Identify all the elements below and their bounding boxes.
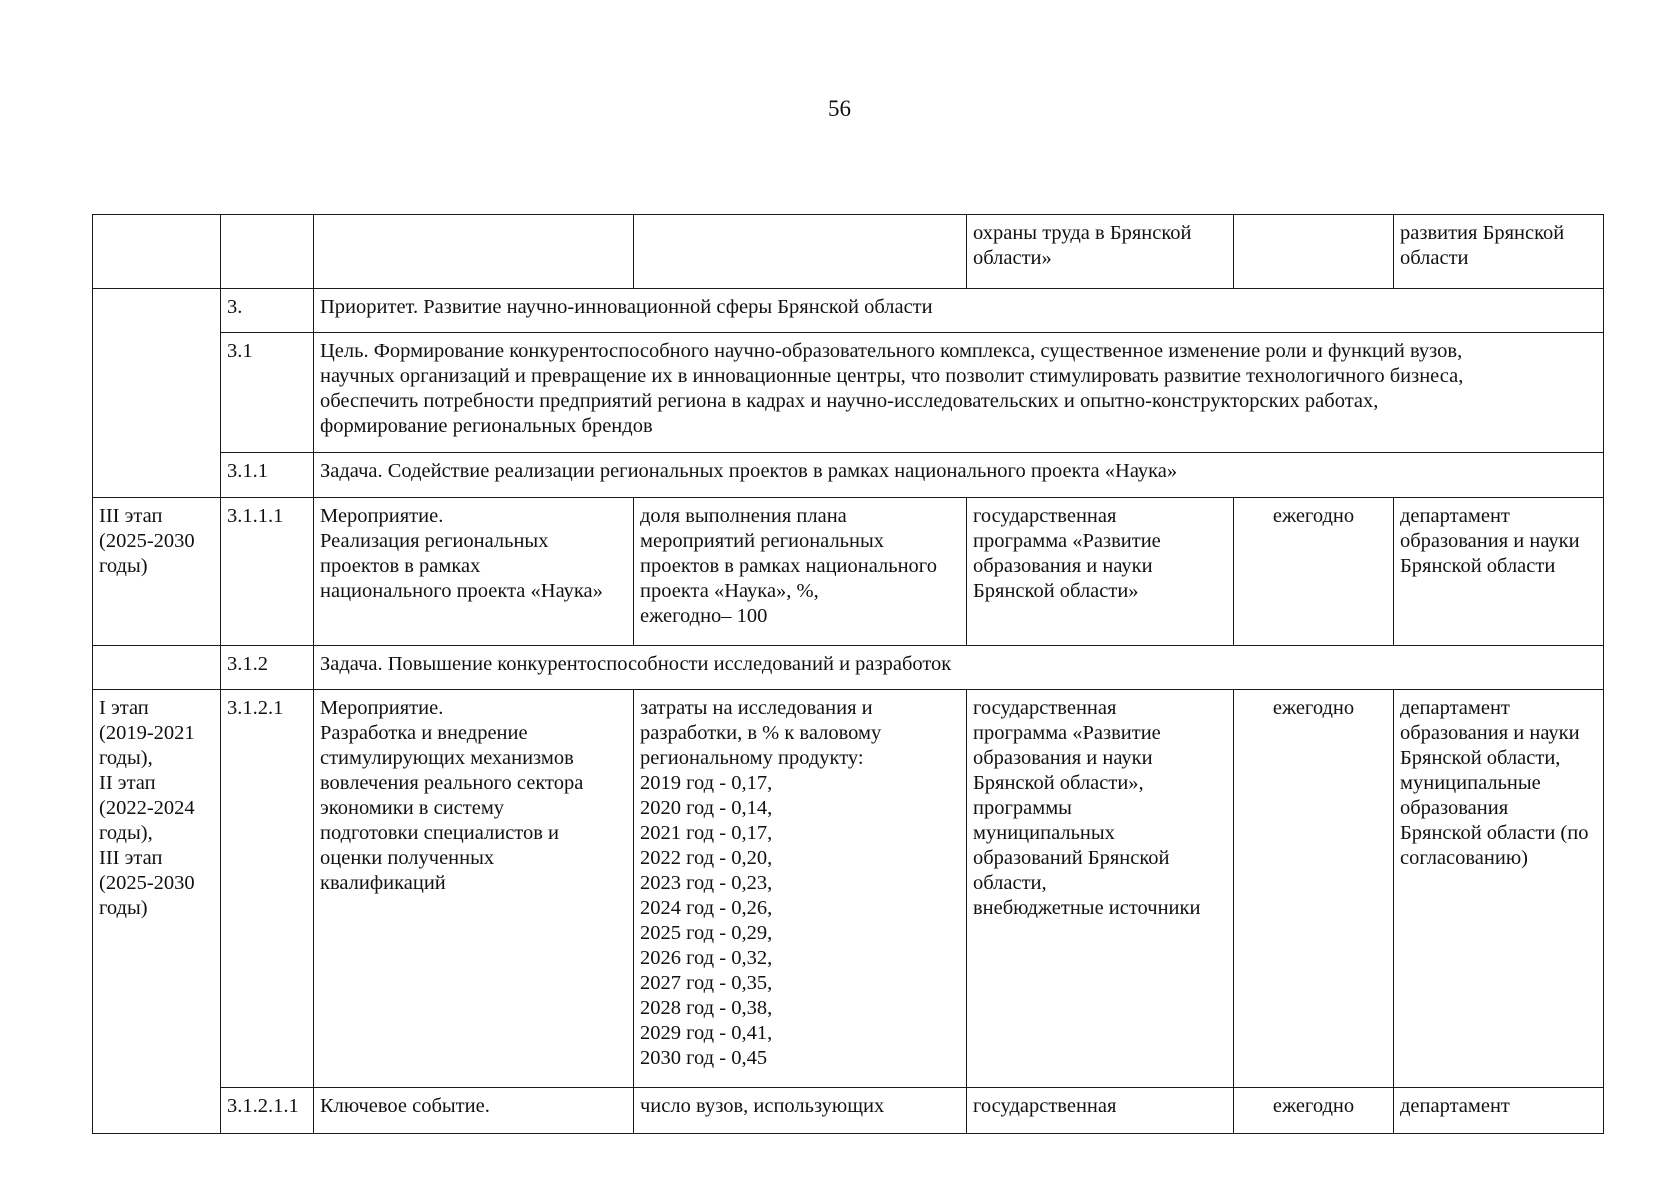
number-cell: 3.1.2.1.1 xyxy=(221,1088,314,1134)
table-row xyxy=(93,453,1604,498)
program-cell: государственная программа «Развитие образования и науки Брянской области» xyxy=(967,498,1234,646)
activity-cell: Мероприятие. Реализация региональных проектов в рамках национального проекта «Наука» xyxy=(314,498,634,646)
number-cell: 3. xyxy=(221,289,314,333)
table-row xyxy=(93,498,1604,646)
stage-cell: III этап (2025-2030 годы) xyxy=(93,498,221,646)
period-cell: ежегодно xyxy=(1234,498,1394,646)
table-row xyxy=(93,289,1604,333)
stage-cell: I этап (2019-2021 годы), II этап (2022-2024 годы), III этап (2025-2030 годы) xyxy=(93,690,221,1134)
activity-cell xyxy=(314,215,634,289)
number-cell: 3.1.2.1 xyxy=(221,690,314,1088)
stage-cell xyxy=(93,215,221,289)
responsible-cell: департамент xyxy=(1394,1088,1604,1134)
stage-cell xyxy=(93,646,221,690)
plan-table xyxy=(92,214,1604,1134)
number-cell: 3.1.2 xyxy=(221,646,314,690)
task-cell: Задача. Содействие реализации региональных проектов в рамках национального проекта «Наука» xyxy=(314,453,1604,498)
program-cell: государственная xyxy=(967,1088,1234,1134)
activity-cell: Ключевое событие. xyxy=(314,1088,634,1134)
period-cell: ежегодно xyxy=(1234,690,1394,1088)
responsible-cell: департамент образования и науки Брянской области, муниципальные образования Брянской области (по согласованию) xyxy=(1394,690,1604,1088)
indicator-cell: доля выполнения плана мероприятий региональных проектов в рамках национального проекта «Наука», %, ежегодно– 100 xyxy=(634,498,967,646)
responsible-cell: развития Брянской области xyxy=(1394,215,1604,289)
table-row xyxy=(93,1088,1604,1134)
table-row xyxy=(93,646,1604,690)
indicator-cell xyxy=(634,215,967,289)
number-cell: 3.1.1.1 xyxy=(221,498,314,646)
period-cell xyxy=(1234,215,1394,289)
table-row xyxy=(93,215,1604,289)
goal-cell: Цель. Формирование конкурентоспособного научно-образовательного комплекса, существенное изменение роли и функций вузов, научных организаций и превращение их в инновационные центры, что позволит стимулировать развитие технологичного бизнеса, обеспечить потребности предприятий региона в кадрах и научно-исследовательских и опытно-конструкторских работах, формирование региональных брендов xyxy=(314,333,1604,453)
page-number: 56 xyxy=(828,96,851,121)
table-row xyxy=(93,333,1604,453)
stage-cell xyxy=(93,289,221,498)
number-cell xyxy=(221,215,314,289)
indicator-cell: число вузов, использующих xyxy=(634,1088,967,1134)
number-cell: 3.1 xyxy=(221,333,314,453)
program-cell: охраны труда в Брянской области» xyxy=(967,215,1234,289)
period-cell: ежегодно xyxy=(1234,1088,1394,1134)
program-cell: государственная программа «Развитие образования и науки Брянской области», программы муниципальных образований Брянской области, внебюджетные источники xyxy=(967,690,1234,1088)
priority-cell: Приоритет. Развитие научно-инновационной сферы Брянской области xyxy=(314,289,1604,333)
responsible-cell: департамент образования и науки Брянской области xyxy=(1394,498,1604,646)
activity-cell: Мероприятие. Разработка и внедрение стимулирующих механизмов вовлечения реального сектора экономики в систему подготовки специалистов и оценки полученных квалификаций xyxy=(314,690,634,1088)
table-row xyxy=(93,690,1604,1088)
task-cell: Задача. Повышение конкурентоспособности исследований и разработок xyxy=(314,646,1604,690)
number-cell: 3.1.1 xyxy=(221,453,314,498)
indicator-cell: затраты на исследования и разработки, в % к валовому региональному продукту: 2019 год - 0,17, 2020 год - 0,14, 2021 год - 0,17, 2022 год - 0,20, 2023 год - 0,23, 2024 год - 0,26, 2025 год - 0,29, 2026 год - 0,32, 2027 год - 0,35, 2028 год - 0,38, 2029 год - 0,41, 2030 год - 0,45 xyxy=(634,690,967,1088)
